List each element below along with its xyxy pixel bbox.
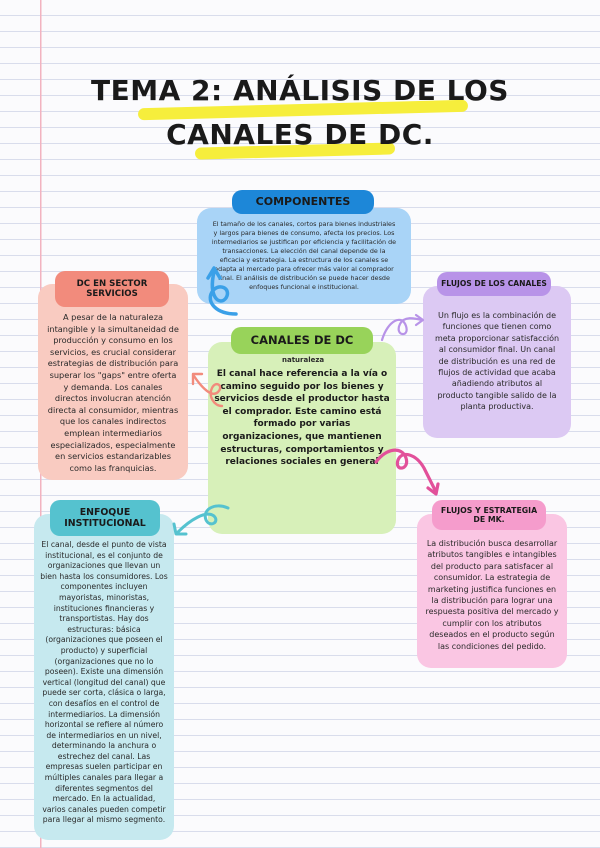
page-title-line-2 [0,118,600,151]
flujos-canales-card [423,286,571,438]
componentes-text: El tamaño de los canales, cortos para bienes industriales y largos para bienes de consumo, afecta los precios. Los intermediarios se justifican por eficiencia y facilitación de transacciones. La elección del canal depende de la eficacia y estrategia. La estructura de los canales se adapta al mercado para ofrecer más valor al comprador final. El análisis de distribución se puede hacer desde enfoques funcional e institucional. [211,220,397,291]
canales-dc-subtitle: naturaleza [282,356,325,364]
canales-dc-text: El canal hace referencia a la vía o camino seguido por los bienes y servicios desde el productor hasta el comprador. Este camino está formado por varias organizaciones, que mantienen estructuras, comportamientos y relaciones sociales en general [214,369,390,468]
dc-servicios-card [38,284,188,480]
flujos-estrategia-label [432,500,546,530]
canales-dc-card [208,342,396,534]
title-line-2-text: CANALES DE DC. [166,118,434,151]
flujos-estrategia-label-text: FLUJOS Y ESTRATEGIA DE MK. [440,505,538,524]
dc-servicios-label-text: DC EN SECTOR SERVICIOS [76,278,148,299]
enfoque-label [50,500,160,536]
dc-servicios-text: A pesar de la naturaleza intangible y la simultaneidad de producción y consumo en los servicios, es crucial considerar estrategias de distribución para superar los "gaps" entre oferta y demanda. Los canales directos involucran atención directa al consumidor, mientras que los canales indirectos emplean intermediarios especializados, especialmente en servicios estandarizables como las franquicias. [47,312,179,473]
enfoque-label-text: ENFOQUE INSTITUCIONAL [64,506,146,529]
componentes-label-text: COMPONENTES [255,195,351,209]
page-title-line-1 [0,74,600,107]
arrow-to-flujos-estrategia [372,442,442,502]
arrow-to-dc-servicios [188,366,228,416]
enfoque-text: El canal, desde el punto de vista institucional, es el conjunto de organizaciones que llevan un bien hasta los consumidores. Los componentes incluyen mayoristas, minoristas, instituciones financieras y transportistas. Hay dos estructuras: básica (organizaciones que poseen el producto) y superficial (organizaciones que no lo poseen). Existe una dimensión vertical (longitud del canal) que puede ser corta, clásica o larga, con desafíos en el control de intermediarios. La dimensión horizontal se refiere al número de intermediarios en un nivel, determinando la anchura o estrechez del canal. Las empresas suelen participar en múltiples canales para llegar a diferentes segmentos del mercado. En la actualidad, varios canales pueden competir para llegar al mismo segmento. [40,540,168,825]
flujos-canales-text: Un flujo es la combinación de funciones que tienen como meta proporcionar satisfacción al consumidor final. Un canal de distribución es una red de flujos de actividad que acaba añadiendo atributos al producto tangible salido de la planta productiva. [434,311,560,412]
flujos-estrategia-card [417,514,567,668]
arrow-to-componentes [196,262,256,322]
title-line-1-text: TEMA 2: ANÁLISIS DE LOS [91,74,509,107]
dc-servicios-label [55,271,169,307]
flujos-estrategia-text: La distribución busca desarrollar atributos tangibles e intangibles del producto para satisfacer al consumidor. La estrategia de marketing justifica funciones en la distribución para lograr una respuesta positiva del mercado y cumplir con los atributos deseados en el producto según las condiciones del pedido. [425,539,559,651]
flujos-canales-label-text: FLUJOS DE LOS CANALES [441,279,547,289]
componentes-label [232,190,374,214]
canales-dc-label-text: CANALES DE DC [250,332,354,347]
arrow-to-enfoque [166,500,236,540]
flujos-canales-label [437,272,551,296]
canales-dc-label [231,327,373,354]
arrow-to-flujos-canales [378,310,428,350]
enfoque-card [34,514,174,840]
